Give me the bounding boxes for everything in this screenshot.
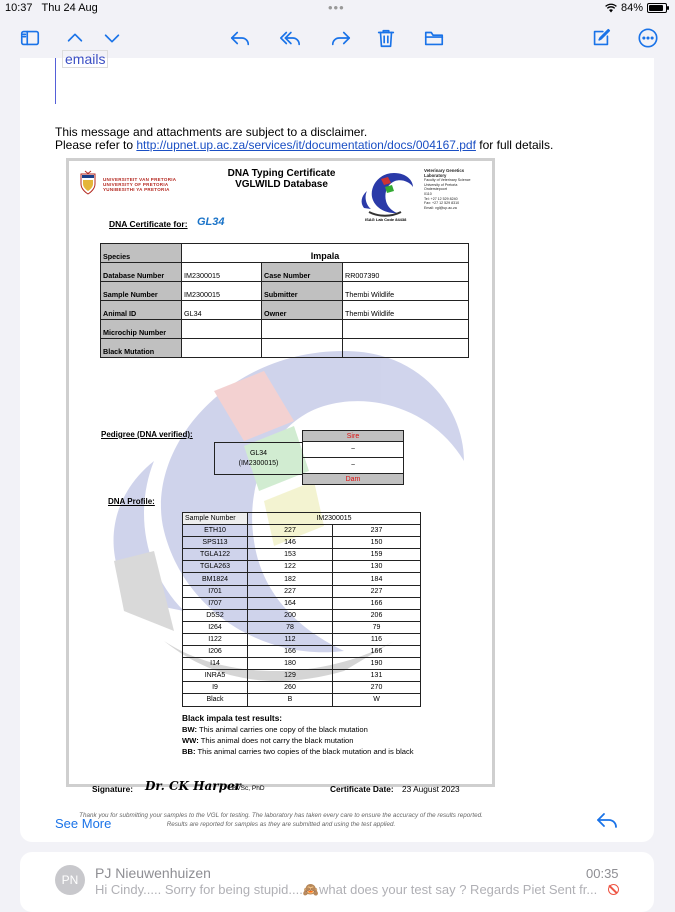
animal-id-value: GL34 — [182, 301, 262, 320]
pedigree-animal: GL34 (IM2300015) — [214, 442, 303, 475]
allele-value: 130 — [333, 561, 421, 573]
marker-name: INRA5 — [183, 670, 248, 682]
marker-name: Black — [183, 694, 248, 706]
allele-value: 122 — [248, 561, 333, 573]
db-number-label: Database Number — [101, 263, 182, 282]
marker-name: I9 — [183, 682, 248, 694]
submitter-value: Thembi Wildlife — [343, 282, 469, 301]
battery-fill — [649, 5, 663, 11]
marker-name: I264 — [183, 621, 248, 633]
allele-value: 129 — [248, 670, 333, 682]
status-right — [605, 2, 667, 14]
university-name: UNIVERSITEIT VAN PRETORIA UNIVERSITY OF PRETORIA YUNIBESITHI YA PRETORIA — [103, 177, 177, 192]
profile-row — [183, 658, 421, 670]
allele-value: 180 — [248, 658, 333, 670]
compose-icon[interactable] — [587, 24, 615, 52]
allele-value: 237 — [333, 525, 421, 537]
cert-date: 23 August 2023 — [402, 784, 460, 794]
black-mutation-value — [182, 339, 262, 358]
empty-cell — [262, 339, 343, 358]
allele-value: 260 — [248, 682, 333, 694]
profile-row — [183, 609, 421, 621]
marker-name: BM1824 — [183, 573, 248, 585]
marker-name: SPS113 — [183, 537, 248, 549]
allele-value: 270 — [333, 682, 421, 694]
allele-value: 112 — [248, 633, 333, 645]
sire-label: Sire — [303, 431, 404, 442]
blocked-icon — [608, 884, 619, 895]
sender-name: PJ Nieuwenhuizen — [95, 865, 211, 881]
avatar: PN — [55, 865, 85, 895]
microchip-label: Microchip Number — [101, 320, 182, 339]
allele-value: 164 — [248, 597, 333, 609]
submitter-label: Submitter — [262, 282, 343, 301]
allele-value: 146 — [248, 537, 333, 549]
footer-note: Thank you for submitting your samples to the VGL for testing. The laboratory has taken every care to ensure the accuracy of the results reported. Results are reported for samples as they are submitted and using the test applied. — [79, 812, 483, 828]
species-label: Species — [101, 244, 182, 263]
signature-quals: BVSc, PhD — [232, 785, 265, 792]
see-more-link[interactable]: See More — [55, 816, 112, 831]
dna-profile-label: DNA Profile: — [108, 497, 155, 506]
allele-value: 227 — [248, 585, 333, 597]
signature: Dr. CK Harper — [145, 779, 241, 793]
isag-code: ISAG Lab Code 84438 — [365, 217, 407, 222]
allele-value: 116 — [333, 633, 421, 645]
allele-value: 153 — [248, 549, 333, 561]
profile-header-label: Sample Number — [183, 513, 248, 525]
sire-value: ~ — [303, 442, 404, 458]
allele-value: 78 — [248, 621, 333, 633]
chevron-up-icon[interactable] — [61, 24, 89, 52]
profile-row — [183, 585, 421, 597]
cert-for-label: DNA Certificate for: — [109, 219, 188, 229]
disclaimer-line1: This message and attachments are subject to a disclaimer. — [55, 125, 368, 139]
dam-value: ~ — [303, 458, 404, 474]
university-crest-icon — [79, 171, 97, 195]
marker-name: TGLA263 — [183, 561, 248, 573]
owner-value: Thembi Wildlife — [343, 301, 469, 320]
allele-value: 190 — [333, 658, 421, 670]
allele-value: 184 — [333, 573, 421, 585]
profile-row — [183, 525, 421, 537]
marker-name: I122 — [183, 633, 248, 645]
quote-bar — [55, 58, 56, 104]
disclaimer — [55, 126, 553, 152]
status-time: 10:37 Thu 24 Aug — [5, 2, 98, 14]
allele-value: 227 — [333, 585, 421, 597]
owner-label: Owner — [262, 301, 343, 320]
microchip-value — [182, 320, 262, 339]
allele-value: 200 — [248, 609, 333, 621]
lab-info: Veterinary Genetics Laboratory Faculty of Veterinary Science University of Pretoria Onderstepoort 0110 Tel: +27 12 529 8240 Fax: +27 12 529 8310 Email: vgl@up.ac.za — [424, 168, 471, 210]
profile-row — [183, 597, 421, 609]
allele-value: 159 — [333, 549, 421, 561]
allele-value: 131 — [333, 670, 421, 682]
trash-icon[interactable] — [372, 24, 400, 52]
profile-row — [183, 549, 421, 561]
next-message-card[interactable] — [20, 852, 654, 912]
marker-name: TGLA122 — [183, 549, 248, 561]
emails-link[interactable]: emails — [62, 50, 108, 68]
marker-name: I14 — [183, 658, 248, 670]
empty-cell — [343, 339, 469, 358]
profile-row — [183, 682, 421, 694]
reply-icon[interactable] — [595, 808, 621, 834]
sample-number-value: IM2300015 — [182, 282, 262, 301]
animal-info-table — [100, 243, 469, 358]
allele-value: W — [333, 694, 421, 706]
status-bar — [0, 0, 675, 18]
message-preview: Hi Cindy..... Sorry for being stupid....🙈what does your test say ? Regards Piet Sent fr... — [95, 882, 598, 897]
marker-name: ETH10 — [183, 525, 248, 537]
allele-value: 206 — [333, 609, 421, 621]
message-card — [20, 51, 654, 842]
sample-number-label: Sample Number — [101, 282, 182, 301]
marker-name: I701 — [183, 585, 248, 597]
wifi-icon — [605, 3, 617, 13]
animal-id-label: Animal ID — [101, 301, 182, 320]
profile-row — [183, 621, 421, 633]
allele-value: B — [248, 694, 333, 706]
battery-icon — [647, 3, 667, 13]
signature-label: Signature: — [92, 784, 134, 794]
cert-for-value: GL34 — [197, 216, 225, 228]
certificate-title: DNA Typing Certificate VGLWILD Database — [227, 168, 336, 190]
chevron-down-icon[interactable] — [98, 24, 126, 52]
pedigree-label: Pedigree (DNA verified): — [101, 430, 193, 439]
allele-value: 166 — [248, 646, 333, 658]
species-value: Impala — [182, 244, 469, 263]
vgl-logo-icon — [359, 169, 414, 217]
empty-cell — [262, 320, 343, 339]
dna-profile-table — [182, 512, 421, 707]
message-time: 00:35 — [586, 866, 619, 881]
profile-row — [183, 573, 421, 585]
disclaimer-link[interactable]: http://upnet.up.ac.za/services/it/documentation/docs/004167.pdf — [136, 138, 476, 152]
profile-row — [183, 694, 421, 706]
allele-value: 79 — [333, 621, 421, 633]
allele-value: 150 — [333, 537, 421, 549]
disclaimer-line2: Please refer to http://upnet.up.ac.za/services/it/documentation/docs/004167.pdf for full details. — [55, 138, 554, 152]
empty-cell — [343, 320, 469, 339]
black-mutation-label: Black Mutation — [101, 339, 182, 358]
profile-row — [183, 537, 421, 549]
reply-icon[interactable] — [226, 24, 254, 52]
multitasking-dots[interactable]: ••• — [328, 0, 345, 15]
sidebar-icon[interactable] — [16, 24, 44, 52]
profile-row — [183, 561, 421, 573]
forward-icon[interactable] — [327, 24, 355, 52]
marker-name: D5S2 — [183, 609, 248, 621]
profile-row — [183, 670, 421, 682]
allele-value: 166 — [333, 646, 421, 658]
case-number-label: Case Number — [262, 263, 343, 282]
marker-name: I707 — [183, 597, 248, 609]
allele-value: 166 — [333, 597, 421, 609]
battery-percent: 84% — [620, 2, 643, 14]
folder-icon[interactable] — [420, 24, 448, 52]
marker-name: I206 — [183, 646, 248, 658]
cert-date-label: Certificate Date: — [330, 784, 394, 794]
more-icon[interactable] — [634, 24, 662, 52]
db-number-value: IM2300015 — [182, 263, 262, 282]
reply-all-icon[interactable] — [276, 24, 304, 52]
profile-row — [183, 646, 421, 658]
profile-row — [183, 633, 421, 645]
profile-header-value: IM2300015 — [248, 513, 421, 525]
pedigree-table — [302, 430, 404, 485]
dam-label: Dam — [303, 474, 404, 485]
black-results: Black impala test results: BW: This animal carries one copy of the black mutation WW: This animal does not carry the black mutation BB: This animal carries two copies of the black mutation and is black — [182, 713, 414, 756]
allele-value: 182 — [248, 573, 333, 585]
allele-value: 227 — [248, 525, 333, 537]
case-number-value: RR007390 — [343, 263, 469, 282]
